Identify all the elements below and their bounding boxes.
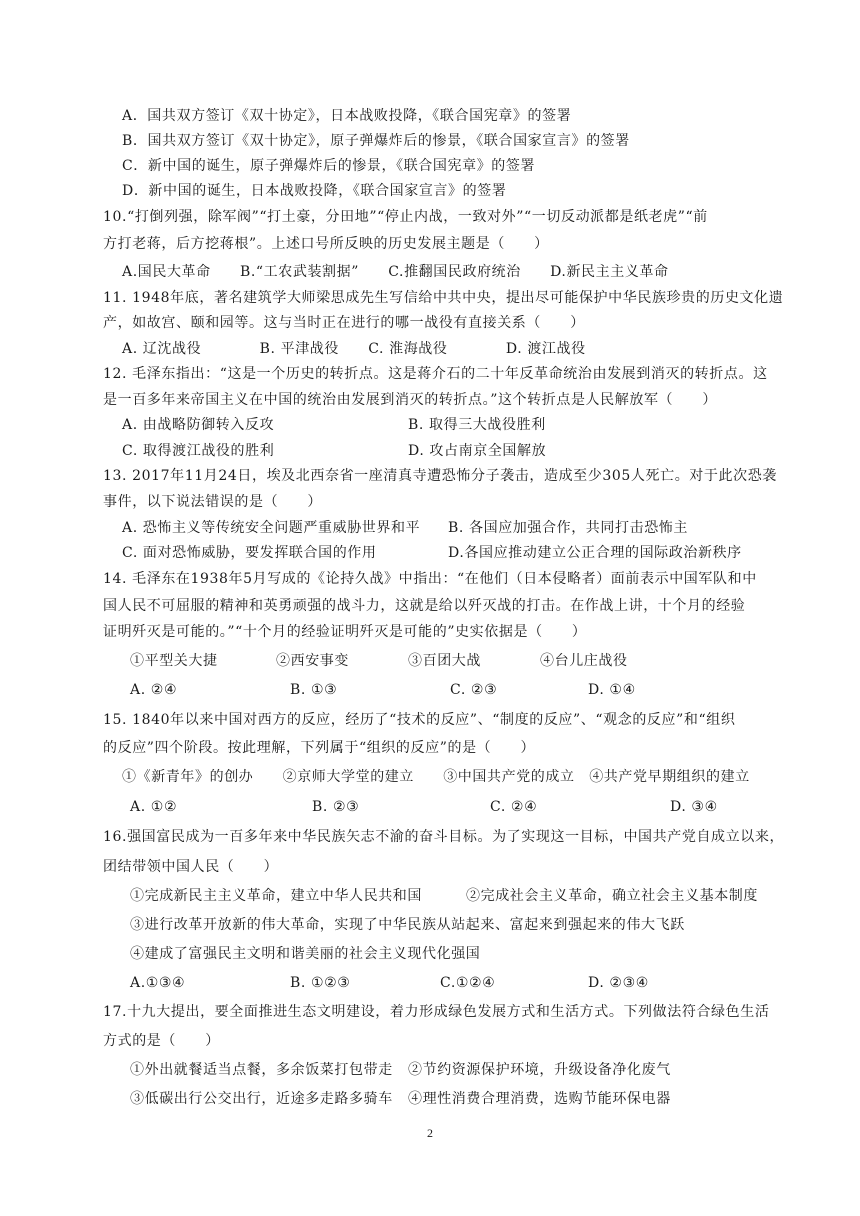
q15-option-b: B. ②③ — [312, 799, 360, 815]
q14-option-c: C. ②③ — [450, 682, 498, 698]
q15-stem-line1: 15. 1840年以来中国对西方的反应，经历了“技术的反应”、“制度的反应”、“观念的反应”和“组织 — [103, 712, 736, 728]
q10-options: A.国民大革命 B.“工农武装割据” C.推翻国民政府统治 D.新民主主义革命 — [122, 264, 669, 280]
q14-item-4: ④台儿庄战役 — [540, 653, 628, 669]
q17-item-1: ①外出就餐适当点餐，多余饭菜打包带走 — [130, 1062, 393, 1078]
q13-option-b: B. 各国应加强合作，共同打击恐怖主 — [448, 520, 688, 536]
q16-option-c: C.①②④ — [440, 975, 496, 991]
q16-item-2: ②完成社会主义革命，确立社会主义基本制度 — [466, 888, 758, 904]
q17-item-4: ④理性消费合理消费，选购节能环保电器 — [408, 1091, 671, 1107]
q17-stem-line1: 17.十九大提出，要全面推进生态文明建设，着力形成绿色发展方式和生活方式。下列做法符合绿色生活 — [103, 1004, 770, 1020]
q16-item-1: ①完成新民主主义革命，建立中华人民共和国 — [130, 888, 422, 904]
q14-option-b: B. ①③ — [290, 682, 338, 698]
q12-option-a: A. 由战略防御转入反攻 — [122, 417, 275, 433]
q9-option-c: C．新中国的诞生，原子弹爆炸后的惨景，《联合国宪章》的签署 — [122, 158, 536, 174]
q15-stem-line2: 的反应”四个阶段。按此理解，下列属于“组织的反应”的是（ ） — [103, 740, 536, 756]
q14-stem-line1: 14. 毛泽东在1938年5月写成的《论持久战》中指出：“在他们（日本侵略者）面前表示中国军队和中 — [103, 571, 757, 587]
q14-stem-line3: 证明歼灭是可能的。”“十个月的经验证明歼灭是可能的”史实依据是（ ） — [103, 624, 587, 640]
q16-item-3: ③进行改革开放新的伟大革命，实现了中华民族从站起来、富起来到强起来的伟大飞跃 — [130, 917, 685, 933]
q17-stem-line2: 方式的是（ ） — [103, 1033, 220, 1049]
q13-stem-line2: 事件，以下说法错误的是（ ） — [103, 494, 322, 510]
q10-stem-line1: 10.“打倒列强，除军阀”“打土豪，分田地”“停止内战，一致对外”“一切反动派都是纸老虎”“前 — [103, 209, 708, 225]
q10-stem-line2: 方打老蒋，后方挖蒋根”。上述口号所反映的历史发展主题是（ ） — [103, 236, 549, 252]
q11-stem-line1: 11. 1948年底，著名建筑学大师梁思成先生写信给中共中央，提出尽可能保护中华民族珍贵的历史文化遗 — [103, 290, 784, 306]
q11-stem-line2: 产，如故宫、颐和园等。这与当时正在进行的哪一战役有直接关系（ ） — [103, 315, 585, 331]
q12-stem-line1: 12. 毛泽东指出：“这是一个历史的转折点。这是蒋介石的二十年反革命统治由发展到消灭的转折点。这 — [103, 366, 768, 382]
q13-option-d: D.各国应推动建立公正合理的国际政治新秩序 — [448, 545, 742, 561]
q15-option-a: A. ①② — [130, 799, 178, 815]
q11-options: A. 辽沈战役 B. 平津战役 C. 淮海战役 D. 渡江战役 — [122, 341, 586, 357]
q12-option-c: C. 取得渡江战役的胜利 — [122, 443, 275, 459]
q14-stem-line2: 国人民不可屈服的精神和英勇顽强的战斗力，这就是给以歼灭战的打击。在作战上讲，十个月的经验 — [103, 598, 746, 614]
q16-option-d: D. ②③④ — [588, 975, 649, 991]
q9-option-a: A．国共双方签订《双十协定》，日本战败投降，《联合国宪章》的签署 — [122, 108, 572, 124]
q14-item-1: ①平型关大捷 — [130, 653, 218, 669]
q16-option-b: B. ①②③ — [290, 975, 351, 991]
q17-item-3: ③低碳出行公交出行，近途多走路多骑车 — [130, 1091, 393, 1107]
q17-item-2: ②节约资源保护环境，升级设备净化废气 — [408, 1062, 671, 1078]
q9-option-b: B．国共双方签订《双十协定》，原子弹爆炸后的惨景，《联合国家宣言》的签署 — [122, 133, 630, 149]
q15-option-d: D. ③④ — [670, 799, 718, 815]
q13-stem-line1: 13. 2017年11月24日，埃及北西奈省一座清真寺遭恐怖分子袭击，造成至少305人死亡。对于此次恐袭 — [103, 468, 777, 484]
q14-item-2: ②西安事变 — [276, 653, 349, 669]
q9-option-d: D．新中国的诞生，日本战败投降，《联合国家宣言》的签署 — [122, 183, 507, 199]
q16-stem-line2: 团结带领中国人民（ ） — [103, 859, 279, 875]
q16-stem-line1: 16.强国富民成为一百多年来中华民族矢志不渝的奋斗目标。为了实现这一目标，中国共产党自成立以来， — [103, 829, 785, 845]
q14-option-d: D. ①④ — [588, 682, 636, 698]
q12-stem-line2: 是一百多年来帝国主义在中国的统治由发展到消灭的转折点。”这个转折点是人民解放军（ ） — [103, 392, 717, 408]
q14-item-3: ③百团大战 — [408, 653, 481, 669]
page-number: 2 — [427, 1126, 433, 1140]
q12-option-d: D. 攻占南京全国解放 — [408, 443, 547, 459]
q16-item-4: ④建成了富强民主文明和谐美丽的社会主义现代化强国 — [130, 946, 481, 962]
q12-option-b: B. 取得三大战役胜利 — [408, 417, 546, 433]
q15-items: ①《新青年》的创办 ②京师大学堂的建立 ③中国共产党的成立 ④共产党早期组织的建立 — [122, 769, 750, 785]
q15-option-c: C. ②④ — [490, 799, 538, 815]
q16-option-a: A.①③④ — [130, 975, 186, 991]
q13-option-c: C. 面对恐怖威胁，要发挥联合国的作用 — [122, 545, 377, 561]
q14-option-a: A. ②④ — [130, 682, 178, 698]
q13-option-a: A. 恐怖主义等传统安全问题严重威胁世界和平 — [122, 520, 421, 536]
